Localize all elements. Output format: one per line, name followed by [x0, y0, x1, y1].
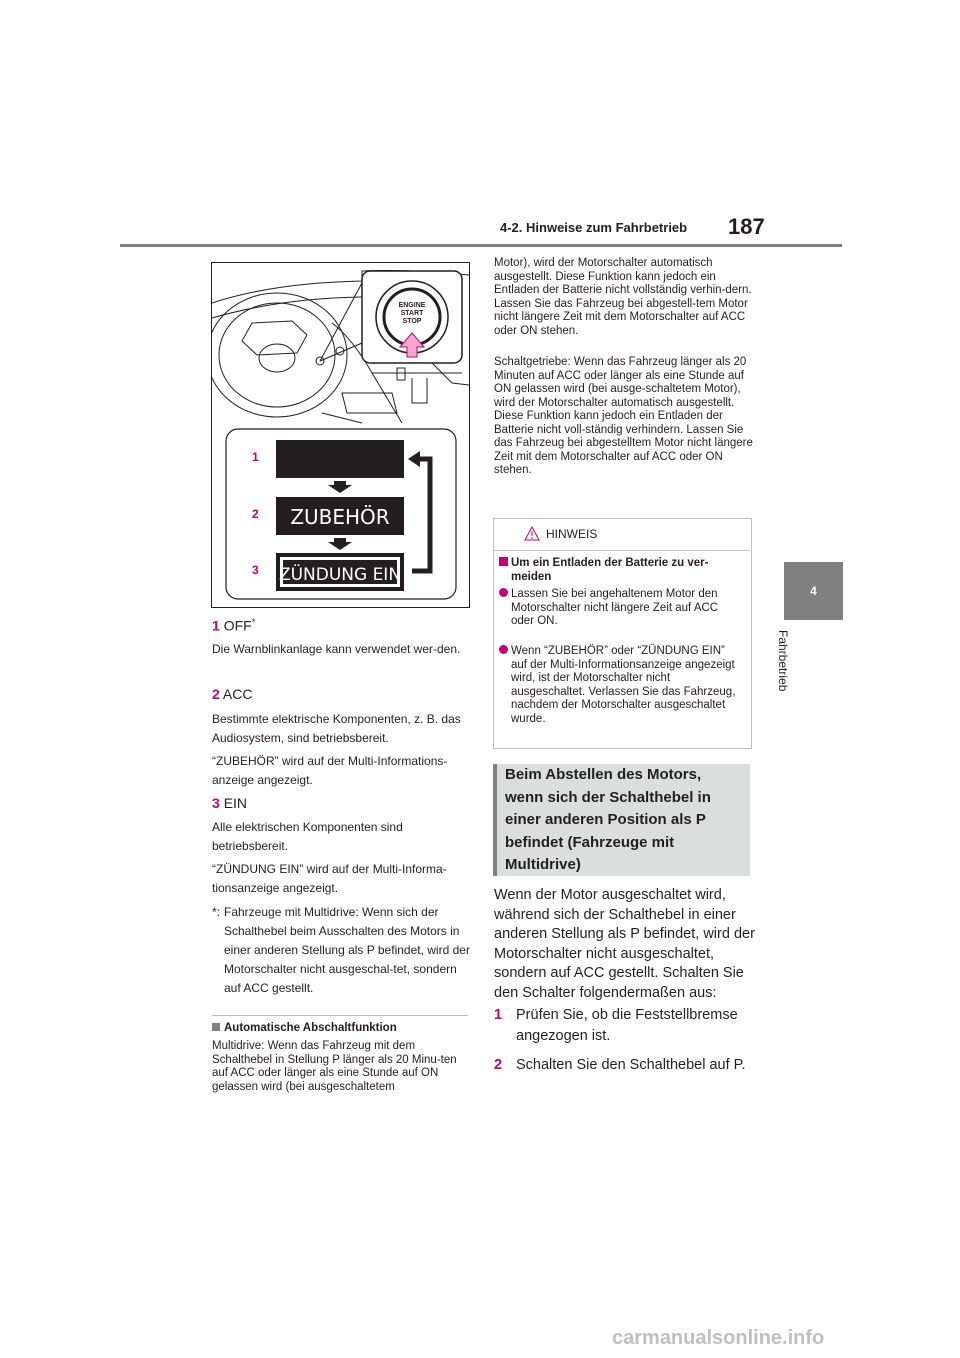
- section-heading: Beim Abstellen des Motors, wenn sich der Schalthebel in einer anderen Position als P befindet (Fahrzeuge mit Multidrive): [505, 766, 711, 873]
- section-body: Wenn der Motor ausgeschaltet wird, während sich der Schalthebel in einer anderen Stellung als P befindet, wird der Motorschalter nicht ausgeschaltet, sondern auf ACC gestellt. Schalten Sie den Schalter folgendermaßen aus:: [494, 887, 755, 1001]
- notice-separator: [494, 550, 750, 551]
- button-text-line2: START: [400, 310, 424, 317]
- state-display-3-text: ZÜNDUNG EIN: [278, 565, 402, 585]
- page-number: 187: [728, 214, 765, 239]
- notice-heading: [499, 557, 744, 584]
- state-display-1: [276, 440, 404, 478]
- chapter-tab[interactable]: 4: [784, 562, 843, 620]
- step-text: Schalten Sie den Schalthebel auf P.: [516, 1057, 746, 1073]
- item-ein-desc-2: “ZÜNDUNG EIN” wird auf der Multi-Informa-tionsanzeige angezeigt.: [212, 862, 447, 895]
- dashboard-drawing: [212, 263, 469, 607]
- section-title: 4-2. Hinweise zum Fahrbetrieb: [500, 220, 688, 235]
- header-rule: [120, 244, 842, 247]
- item-label: OFF: [223, 617, 252, 634]
- footnote-marker: *: [251, 617, 256, 627]
- step-text: Prüfen Sie, ob die Feststellbremse angezogen ist.: [516, 1007, 738, 1044]
- notice-bullet-text: Wenn “ZUBEHÖR” oder “ZÜNDUNG EIN” auf der Multi-Informationsanzeige angezeigt wird, ist der Motorschalter nicht ausgeschaltet. Verlassen Sie das Fahrzeug, nachdem der Motorschalter ausgeschaltet wurde.: [511, 645, 736, 725]
- chapter-label: [760, 630, 820, 704]
- warning-triangle-icon: [524, 526, 540, 542]
- step-1: [494, 1005, 756, 1047]
- item-acc-desc-2: “ZUBEHÖR” wird auf der Multi-Informations-anzeige angezeigt.: [212, 754, 448, 787]
- chapter-label-text: Fahrbetrieb: [776, 630, 790, 692]
- button-text-line1: ENGINE: [398, 302, 426, 309]
- notice-heading-text: Um ein Entladen der Batterie zu ver-meiden: [511, 557, 709, 583]
- state-number-3: 3: [252, 563, 259, 577]
- step-2: [494, 1055, 756, 1076]
- auto-shutoff-continued: Motor), wird der Motorschalter automatisch ausgestellt. Diese Funktion kann jedoch ein Entladen der Batterie nicht vollständig verhin-dern. Lassen Sie das Fahrzeug bei abgestell-tem Motor nicht längere Zeit mit dem Motorschalter auf ACC oder ON stehen.: [494, 257, 752, 337]
- section-heading-box: [493, 764, 750, 876]
- item-acc-desc-1: Bestimmte elektrische Komponenten, z. B. das Audiosystem, sind betriebsbereit.: [212, 712, 461, 745]
- bullet-dot-icon: [499, 645, 508, 654]
- square-bullet-icon: [212, 1023, 220, 1031]
- item-off-desc: Die Warnblinkanlage kann verwendet wer-den.: [212, 642, 461, 656]
- section-heading-bar: [493, 764, 497, 876]
- button-text-line3: STOP: [402, 318, 422, 325]
- item-number: 3: [212, 795, 220, 811]
- footnote: [212, 903, 472, 998]
- item-label: EIN: [223, 795, 248, 811]
- divider: [212, 1015, 468, 1016]
- step-number: 1: [494, 1007, 503, 1023]
- item-number: 2: [212, 686, 220, 702]
- item-ein-desc-1: Alle elektrischen Komponenten sind betriebsbereit.: [212, 820, 403, 853]
- step-number: 2: [494, 1057, 503, 1073]
- state-number-1: 1: [252, 450, 259, 464]
- footnote-text: Fahrzeuge mit Multidrive: Wenn sich der Schalthebel beim Ausschalten des Motors in einer anderen Stellung als P befindet, wird der Motorschalter nicht ausgeschal-tet, sondern auf ACC gestellt.: [224, 905, 470, 995]
- notice-bullet-text: Lassen Sie bei angehaltenem Motor den Motorschalter nicht längere Zeit auf ACC oder ON.: [511, 588, 719, 627]
- manual-transmission-paragraph: Schaltgetriebe: Wenn das Fahrzeug länger als 20 Minuten auf ACC oder länger als eine Stunde auf ON gelassen wird (bei ausge-schaltetem Motor), wird der Motorschalter automatisch ausgestellt. Diese Funktion kann jedoch ein Entladen der Batterie nicht voll-ständig verhindern. Lassen Sie das Fahrzeug bei abgestelltem Motor nicht längere Zeit mit dem Motorschalter auf ACC oder ON stehen.: [494, 356, 753, 476]
- auto-shutoff-text: Multidrive: Wenn das Fahrzeug mit dem Schalthebel in Stellung P länger als 20 Minu-ten auf ACC oder länger als eine Stunde auf ON gelassen wird (bei ausgeschaltetem: [212, 1040, 457, 1093]
- magenta-square-icon: [499, 557, 508, 566]
- item-number: 1: [212, 617, 220, 634]
- notice-bullet: [499, 588, 744, 629]
- auto-shutoff-heading: [212, 1022, 397, 1034]
- item-acc: [212, 686, 252, 702]
- watermark: carmanualsonline.info: [612, 1327, 825, 1349]
- item-off: [212, 617, 255, 634]
- engine-switch-illustration: [211, 262, 470, 608]
- bullet-dot-icon: [499, 588, 508, 597]
- item-ein-desc: [212, 818, 472, 898]
- notice-title: HINWEIS: [546, 527, 598, 541]
- item-acc-desc: [212, 710, 472, 790]
- state-number-2: 2: [252, 507, 259, 521]
- notice-bullet: [499, 645, 744, 726]
- footnote-mark: *:: [212, 905, 221, 919]
- state-display-2-text: ZUBEHÖR: [290, 505, 390, 529]
- auto-shutoff-heading-text: Automatische Abschaltfunktion: [224, 1022, 397, 1034]
- item-ein: [212, 795, 247, 811]
- item-label: ACC: [222, 686, 253, 702]
